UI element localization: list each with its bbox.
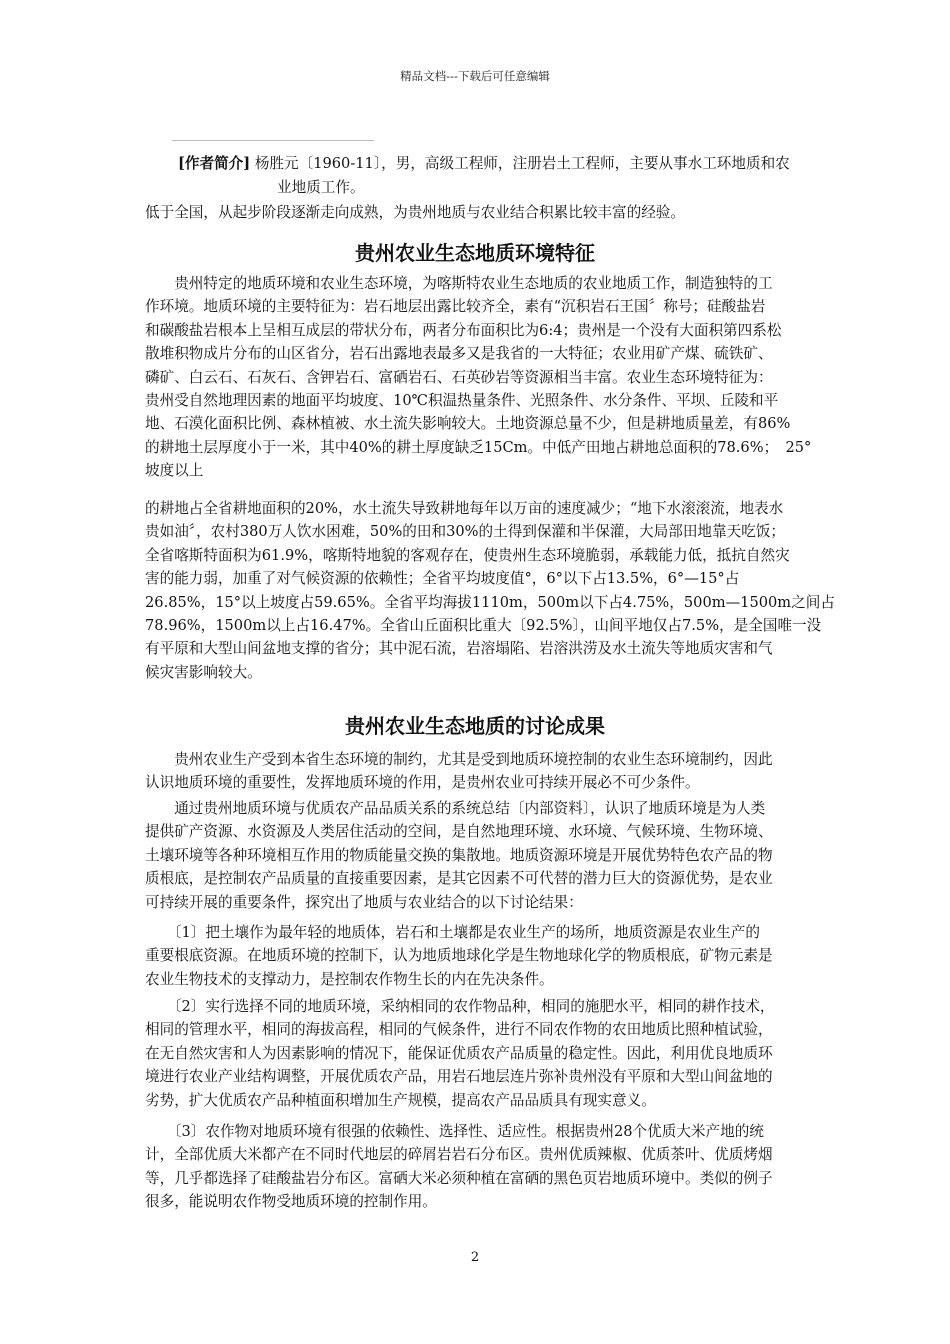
text-line: 地、石漠化面积比例、森林植被、水土流失影响较大。土地资源总量不少，但是耕地质量差，有86% — [145, 415, 791, 433]
text-line: 农业生物技术的支撑动力，是控制农作物生长的内在先决条件。 — [145, 970, 554, 988]
text-line: 26.85%，15°以上坡度占59.65%。全省平均海拔1110m，500m以下占4.75%，500m—1500m之间占 — [145, 593, 835, 611]
section-1-paragraph-1 — [145, 272, 877, 483]
text-line: 在无自然灾害和人为因素影响的情况下，能保证优质农产品质量的稳定性。因此，利用优良地质环 — [145, 1044, 773, 1062]
section-2-paragraph-3 — [145, 921, 877, 991]
text-line: 〔2〕实行选择不同的地质环境，采纳相同的农作物品种，相同的施肥水平，相同的耕作技术， — [145, 998, 775, 1015]
text-line: 贵州特定的地质环境和农业生态环境，为喀斯特农业生态地质的农业地质工作，制造独特的工 — [145, 275, 773, 292]
text-line: 劣势，扩大优质农产品种植面积增加生产规模，提高农产品品质具有现实意义。 — [145, 1091, 656, 1109]
text-line: 贵如油〞，农村380万人饮水困难，50%的田和30%的土得到保灌和半保灌，大局部田地靠天吃饭； — [145, 523, 785, 541]
text-line: 有平原和大型山间盆地支撑的省分；其中泥石流，岩溶塌陷、岩溶洪涝及水土流失等地质灾害和气 — [145, 640, 773, 658]
text-line: 质根底，是控制农产品质量的直接重要因素，是其它因素不可代替的潜力巨大的资源优势，是农业 — [145, 870, 773, 888]
text-line: 重要根底资源。在地质环境的控制下，认为地质地球化学是生物地球化学的物质根底，矿物元素是 — [145, 947, 773, 965]
author-line-2: 业地质工作。 — [277, 179, 365, 196]
text-line: 土壤环境等各种环境相互作用的物质能量交换的集散地。地质资源环境是开展优势特色农产品的物 — [145, 846, 773, 864]
section-2-paragraph-5 — [145, 1120, 877, 1214]
text-line: 的耕地土层厚度小于一米，其中40%的耕土厚度缺乏15Cm。中低产田地占耕地总面积的78.6%； 25° — [145, 438, 812, 456]
text-line: 相同的管理水平，相同的海拔高程，相同的气候条件，进行不同农作物的农田地质比照种植试验， — [145, 1021, 773, 1039]
intro-line: 低于全国，从起步阶段逐渐走向成熟，为贵州地质与农业结合积累比较丰富的经验。 — [145, 204, 685, 221]
text-line: 境进行农业产业结构调整，开展优质农产品，用岩石地层连片弥补贵州没有平原和大型山间盆地的 — [145, 1068, 773, 1086]
section-1-title: 贵州农业生态地质环境特征 — [355, 241, 595, 265]
section-2-title: 贵州农业生态地质的讨论成果 — [345, 714, 605, 738]
section-1-paragraph-2 — [145, 497, 877, 684]
author-line-1: 杨胜元〔1960-11〕，男，高级工程师，注册岩土工程师，主要从事水工环地质和农 — [254, 155, 790, 172]
text-line: 提供矿产资源、水资源及人类居住活动的空间，是自然地理环境、水环境、气候环境、生物环境、 — [145, 823, 773, 841]
text-line: 散堆积物成片分布的山区省分，岩石出露地表最多又是我省的一大特征；农业用矿产煤、硫铁矿、 — [145, 345, 773, 363]
text-line: 〔1〕把土壤作为最年轻的地质体，岩石和土壤都是农业生产的场所，地质资源是农业生产的 — [145, 924, 760, 941]
text-line: 计，全部优质大米都产在不同时代地层的碎屑岩岩石分布区。贵州优质辣椒、优质茶叶、优质烤烟 — [145, 1146, 773, 1164]
text-line: 候灾害影响较大。 — [145, 663, 262, 681]
text-line: 等，几乎都选择了硅酸盐岩分布区。富硒大米必须种植在富硒的黑色页岩地质环境中。类似的例子 — [145, 1169, 773, 1187]
author-note — [178, 152, 882, 200]
text-line: 的耕地占全省耕地面积的20%，水土流失导致耕地每年以万亩的速度减少；“地下水滚滚流，地表水 — [145, 500, 784, 517]
page-number: 2 — [470, 1250, 480, 1265]
text-line: 和碳酸盐岩根本上呈相互成层的带状分布，两者分布面积比为6:4；贵州是一个没有大面积第四系松 — [145, 321, 782, 339]
text-line: 磷矿、白云石、石灰石、含钾岩石、富硒岩石、石英砂岩等资源相当丰富。农业生态环境特征为： — [145, 368, 773, 386]
text-line: 作环境。地质环境的主要特征为：岩石地层出露比较齐全，素有“沉积岩石王国〞称号；硅酸盐岩 — [145, 298, 766, 316]
section-2-paragraph-2 — [145, 797, 877, 914]
text-line: 通过贵州地质环境与优质农产品品质关系的系统总结〔内部资料〕，认识了地质环境是为人类 — [145, 800, 766, 817]
text-line: 认识地质环境的重要性，发挥地质环境的作用，是贵州农业可持续开展必不可少条件。 — [145, 774, 700, 792]
text-line: 很多，能说明农作物受地质环境的控制作用。 — [145, 1193, 437, 1211]
author-label: [作者简介] — [178, 155, 251, 172]
text-line: 贵州受自然地理因素的地面平均坡度、10℃积温热量条件、光照条件、水分条件、平坝、丘陵和平 — [145, 392, 779, 410]
text-line: 78.96%，1500m以上占16.47%。全省山丘面积比重大〔92.5%〕，山间平地仅占7.5%，是全国唯一没 — [145, 617, 822, 635]
section-2-paragraph-4 — [145, 995, 877, 1112]
footnote-rule — [172, 140, 374, 141]
page-header: 精品文档---下载后可任意编辑 — [400, 69, 550, 83]
text-line: 可持续开展的重要条件，探究出了地质与农业结合的以下讨论结果： — [145, 893, 583, 911]
section-2-paragraph-1 — [145, 748, 877, 795]
text-line: 害的能力弱，加重了对气候资源的依赖性；全省平均坡度值°，6°以下占13.5%，6°—15°占 — [145, 570, 740, 588]
text-line: 〔3〕农作物对地质环境有很强的依赖性、选择性、适应性。根据贵州28个优质大米产地的统 — [145, 1123, 764, 1140]
text-line: 坡度以上 — [145, 462, 204, 480]
text-line: 贵州农业生产受到本省生态环境的制约，尤其是受到地质环境控制的农业生态环境制约，因此 — [145, 751, 773, 768]
text-line: 全省喀斯特面积为61.9%，喀斯特地貌的客观存在，使贵州生态环境脆弱，承载能力低，抵抗自然灾 — [145, 546, 790, 564]
